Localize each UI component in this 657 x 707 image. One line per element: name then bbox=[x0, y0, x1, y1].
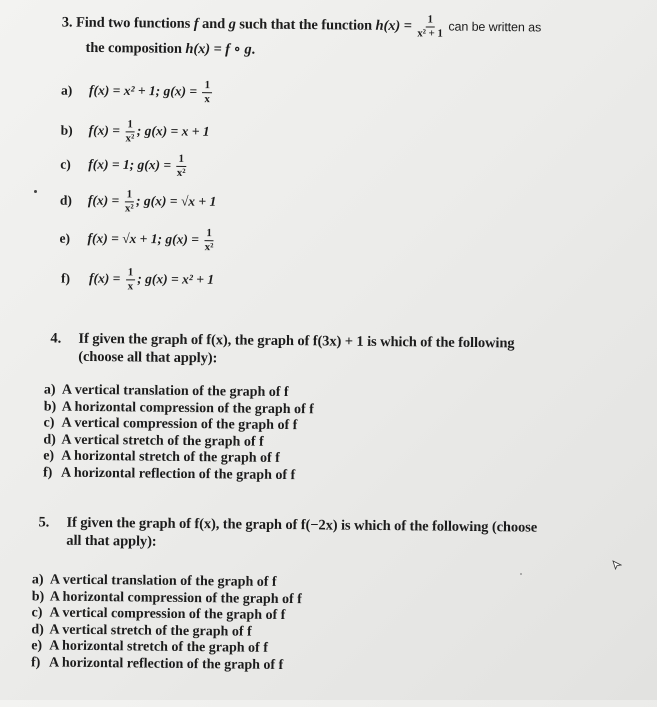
fraction-numerator: 1 bbox=[126, 267, 136, 280]
q3-frac-den: x² + 1 bbox=[417, 27, 443, 40]
q4-text: If given the graph of f(x), the graph of f(3x) + 1 is which of the following bbox=[78, 330, 515, 352]
margin-dot-2 bbox=[520, 573, 522, 575]
fraction-denominator: x² bbox=[124, 202, 134, 215]
option-label: f) bbox=[30, 654, 41, 670]
option-expression-tail: ; g(x) = √x + 1 bbox=[136, 193, 217, 209]
option-label: c) bbox=[31, 605, 43, 621]
fraction-numerator: 1 bbox=[204, 228, 214, 241]
q3-h-def: h(x) = bbox=[375, 17, 412, 35]
option-label: e) bbox=[43, 448, 55, 464]
option-expression: f(x) = √x + 1; g(x) = bbox=[87, 230, 203, 247]
option-text: A horizontal reflection of the graph of f bbox=[60, 465, 296, 483]
option-text: A horizontal stretch of the graph of f bbox=[49, 638, 268, 656]
q3-option bbox=[60, 119, 209, 146]
option-text: A horizontal stretch of the graph of f bbox=[61, 448, 280, 466]
fraction-numerator: 1 bbox=[125, 119, 135, 132]
option-text: A horizontal compression of the graph of f bbox=[61, 399, 314, 417]
option-label: a) bbox=[43, 382, 56, 398]
q3-option bbox=[61, 267, 214, 294]
q3-such: such that the function bbox=[239, 16, 373, 34]
option-text: A vertical stretch of the graph of f bbox=[49, 622, 252, 640]
q5-line2 bbox=[66, 533, 156, 551]
q3-option bbox=[59, 227, 216, 254]
q3-option bbox=[60, 189, 217, 216]
q4-line2 bbox=[78, 349, 217, 367]
option-expression: f(x) = bbox=[89, 270, 124, 286]
q3-line2 bbox=[85, 39, 255, 59]
q5-option bbox=[31, 655, 283, 674]
fraction-numerator: 1 bbox=[125, 189, 135, 202]
q3-composition: h(x) = f ∘ g bbox=[185, 40, 252, 58]
fraction-numerator: 1 bbox=[203, 80, 213, 93]
q3-fraction bbox=[417, 14, 443, 39]
mouse-cursor-icon bbox=[612, 560, 622, 570]
q3-period: . bbox=[251, 41, 256, 58]
option-text: A vertical translation of the graph of f bbox=[61, 382, 289, 401]
q4-text-2: (choose all that apply): bbox=[78, 348, 218, 367]
fraction-denominator: x bbox=[127, 280, 134, 293]
option-expression-tail: ; g(x) = x² + 1 bbox=[137, 271, 215, 287]
option-label: c) bbox=[60, 156, 71, 172]
option-text: A vertical compression of the graph of f bbox=[61, 415, 298, 434]
q3-f: f bbox=[193, 15, 199, 32]
option-expression: f(x) = x² + 1; g(x) = bbox=[88, 82, 201, 99]
fraction-denominator: x² bbox=[176, 166, 186, 179]
option-expression: f(x) = 1; g(x) = bbox=[88, 156, 175, 173]
option-label: a) bbox=[60, 82, 73, 98]
option-fraction bbox=[202, 80, 212, 105]
q4-number: 4. bbox=[50, 330, 62, 347]
option-expression: f(x) = bbox=[87, 192, 123, 208]
option-label: d) bbox=[59, 192, 73, 208]
option-fraction bbox=[204, 228, 214, 253]
fraction-denominator: x bbox=[204, 93, 211, 106]
option-expression-tail: ; g(x) = x + 1 bbox=[136, 123, 210, 139]
q3-g: g bbox=[228, 16, 236, 33]
q5-text-2: all that apply): bbox=[66, 532, 157, 550]
q5-number: 5. bbox=[38, 514, 50, 531]
option-label: e) bbox=[59, 230, 71, 246]
option-text: A vertical compression of the graph of f bbox=[49, 605, 286, 624]
option-label: f) bbox=[42, 464, 53, 481]
fraction-numerator: 1 bbox=[176, 154, 186, 167]
q3-frac-num: 1 bbox=[425, 14, 435, 27]
fraction-denominator: x² bbox=[204, 241, 214, 254]
q4-option bbox=[43, 465, 295, 484]
option-label: f) bbox=[61, 270, 71, 286]
q3-option bbox=[60, 153, 188, 179]
option-fraction bbox=[176, 154, 186, 179]
option-fraction bbox=[124, 189, 134, 214]
option-expression: f(x) = bbox=[88, 122, 124, 138]
option-label: b) bbox=[60, 122, 73, 138]
option-fraction bbox=[125, 119, 135, 144]
option-label: d) bbox=[31, 621, 44, 637]
fraction-denominator: x² bbox=[125, 132, 135, 145]
q5-text: If given the graph of f(x), the graph of f(−2x) is which of the following (choose bbox=[66, 514, 538, 536]
option-label: c) bbox=[43, 415, 55, 431]
option-label: b) bbox=[43, 398, 57, 415]
option-text: A horizontal compression of the graph of f bbox=[49, 589, 302, 607]
option-label: d) bbox=[43, 431, 56, 448]
q3-text: Find two functions bbox=[75, 14, 191, 32]
option-label: e) bbox=[31, 638, 43, 654]
option-fraction bbox=[126, 267, 136, 292]
q3-composition-text: the composition bbox=[85, 39, 182, 57]
q3-line1-post: can be written as bbox=[448, 19, 542, 35]
q3-number: 3. bbox=[61, 14, 73, 31]
option-label: b) bbox=[31, 588, 45, 604]
margin-dot bbox=[34, 190, 37, 193]
q3-option bbox=[61, 79, 214, 106]
option-text: A vertical stretch of the graph of f bbox=[61, 432, 264, 450]
q3-line1 bbox=[62, 11, 542, 41]
option-label: a) bbox=[31, 572, 44, 588]
option-text: A vertical translation of the graph of f bbox=[49, 572, 277, 590]
q3-and: and bbox=[201, 15, 226, 33]
option-text: A horizontal reflection of the graph of f bbox=[48, 655, 284, 673]
